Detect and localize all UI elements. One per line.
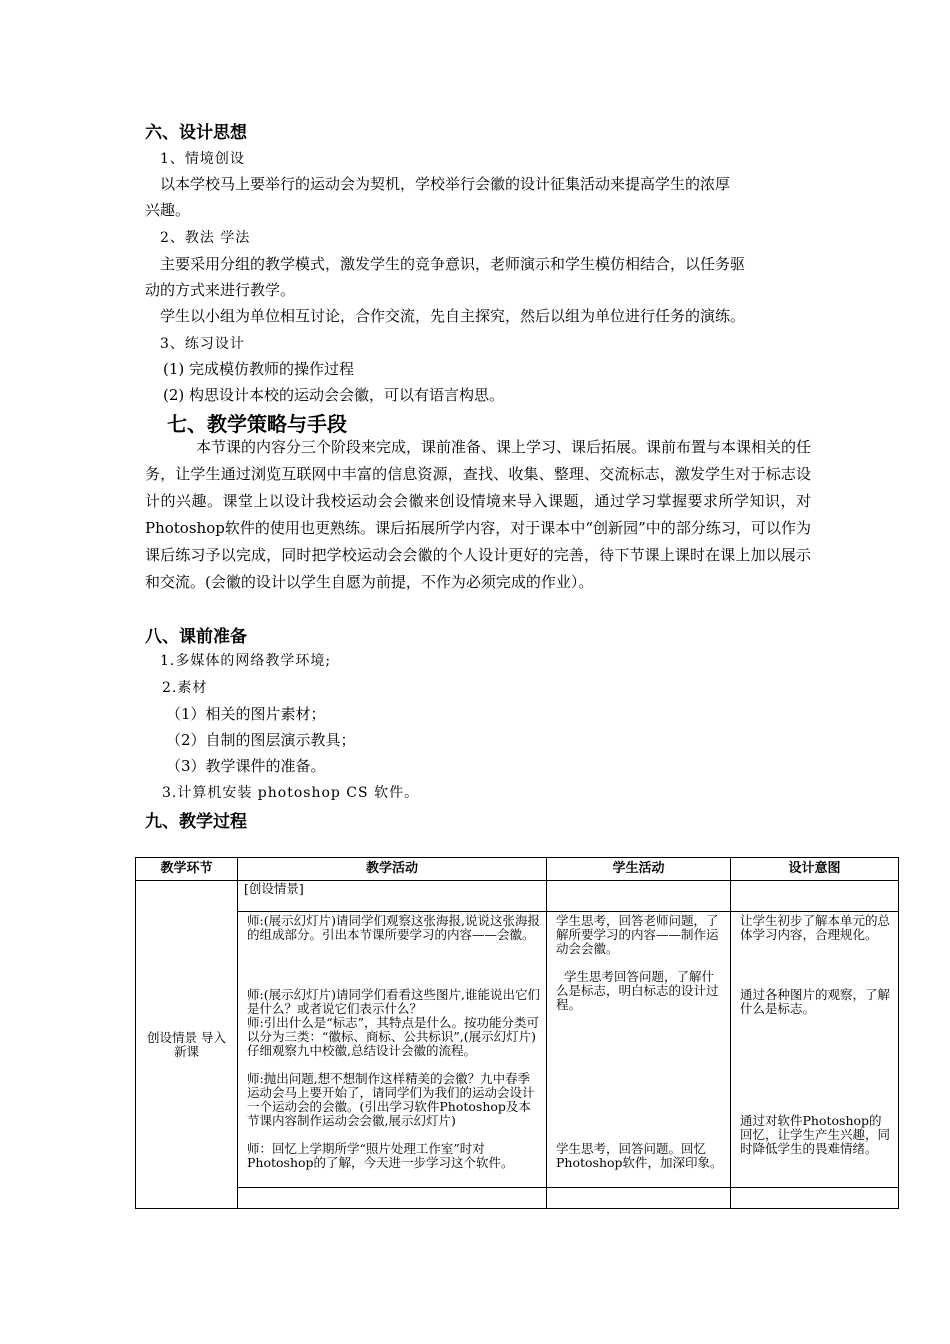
student-activity-cell (547, 912, 731, 1188)
intent-step-3: 通过对软件Photoshop的回忆，让学生产生兴趣，同时降低学生的畏难情绪。 (740, 1113, 891, 1156)
section-6-text-2b: 动的方式来进行教学。 (145, 281, 296, 299)
table-header-row (136, 858, 899, 881)
phase-label: 创设情景 导入新课 (147, 1029, 226, 1059)
prep-item-2: 2.素材 (162, 680, 208, 696)
prep-item-1: 1.多媒体的网络教学环境; (160, 653, 332, 669)
table-row (136, 1188, 899, 1209)
teacher-step-4: 师:抛出问题,想不想制作这样精美的会徽？九中春季运动会马上要开始了，请同学们为我们的运动会设计一个运动会的会徽。(引出学习软件Photoshop及本节课内容制作运动会会徽,展示幻灯片) (247, 1071, 535, 1128)
teacher-empty-cell (238, 1188, 547, 1209)
teacher-step-2: 师:(展示幻灯片)请同学们看看这些图片,谁能说出它们是什么？或者说它们表示什么？ (247, 987, 540, 1016)
teacher-step-1: 师:(展示幻灯片)请同学们观察这张海报,说说这张海报的组成部分。引出本节课所要学习的内容——会徽。 (247, 913, 540, 942)
prep-item-3: 3.计算机安装 photoshop CS 软件。 (162, 785, 420, 801)
intent-top-cell (731, 881, 899, 912)
intent-step-1: 让学生初步了解本单元的总体学习内容，合理规化。 (740, 913, 891, 942)
intent-step-2: 通过各种图片的观察，了解什么是标志。 (740, 987, 891, 1016)
student-step-3: 学生思考，回答问题。回忆Photoshop软件，加深印象。 (556, 1141, 723, 1170)
section-7-title: 七、教学策略与手段 (167, 412, 347, 436)
student-step-1: 学生思考，回答老师问题，了解所要学习的内容——制作运动会会徽。 (556, 913, 719, 956)
section-9-title: 九、教学过程 (145, 812, 247, 832)
section-6-sub-1: 1、情境创设 (160, 151, 245, 167)
table-row (136, 881, 899, 912)
section-6-title: 六、设计思想 (145, 123, 247, 143)
section-6-text-2c: 学生以小组为单位相互讨论，合作交流，先自主探究，然后以组为单位进行任务的演练。 (160, 307, 746, 325)
top-label: [创设情景] (244, 881, 304, 896)
header-student-activity: 学生活动 (547, 858, 731, 881)
student-step-2: 学生思考回答问题，了解什么是标志，明白标志的设计过程。 (556, 969, 719, 1012)
intent-empty-cell (731, 1188, 899, 1209)
teacher-step-5: 师：回忆上学期所学“照片处理工作室”时对Photoshop的了解，今天进一步学习这个软件。 (247, 1141, 514, 1170)
phase-cell (136, 881, 238, 1209)
student-empty-cell (547, 1188, 731, 1209)
table-row (136, 912, 899, 1188)
lesson-process-table (135, 857, 899, 1209)
section-6-text-1b: 兴趣。 (145, 201, 191, 219)
design-intent-cell (731, 912, 899, 1188)
teacher-top-cell (238, 881, 547, 912)
section-6-sub-2: 2、教法 学法 (160, 230, 251, 246)
exercise-item-2: (2) 构思设计本校的运动会会徽，可以有语言构思。 (163, 386, 505, 404)
section-8-title: 八、课前准备 (145, 627, 247, 647)
header-design-intent: 设计意图 (731, 858, 899, 881)
section-7-paragraph: 本节课的内容分三个阶段来完成，课前准备、课上学习、课后拓展。课前布置与本课相关的任务，让学生通过浏览互联网中丰富的信息资源，查找、收集、整理、交流标志，激发学生对于标志设计的兴趣。课堂上以设计我校运动会会徽来创设情境来导入课题，通过学习掌握要求所学知识，对Photoshop软件的使用也更熟练。课后拓展所学内容，对于课本中“创新园”中的部分练习，可以作为课后练习予以完成，同时把学校运动会会徽的个人设计更好的完善，待下节课上课时在课上加以展示和交流。(会徽的设计以学生自愿为前提，不作为必须完成的作业）。 (145, 438, 812, 591)
teacher-activity-cell (238, 912, 547, 1188)
teacher-step-3: 师:引出什么是“标志”，其特点是什么。按功能分类可以分为三类：“徽标、商标、公共标识”,(展示幻灯片)仔细观察九中校徽,总结设计会徽的流程。 (247, 1015, 539, 1058)
prep-subitem-3: （3）教学课件的准备。 (166, 757, 326, 775)
section-6-text-1a: 以本学校马上要举行的运动会为契机，学校举行会徽的设计征集活动来提高学生的浓厚 (160, 175, 731, 193)
prep-subitem-1: （1）相关的图片素材； (166, 705, 326, 723)
student-top-cell (547, 881, 731, 912)
exercise-item-1: (1) 完成模仿教师的操作过程 (163, 360, 355, 378)
header-phase: 教学环节 (136, 858, 238, 881)
header-teacher-activity: 教学活动 (238, 858, 547, 881)
section-6-text-2a: 主要采用分组的教学模式，激发学生的竞争意识，老师演示和学生模仿相结合，以任务驱 (160, 255, 746, 273)
prep-subitem-2: （2）自制的图层演示教具； (166, 731, 356, 749)
section-6-sub-3: 3、练习设计 (160, 336, 245, 352)
